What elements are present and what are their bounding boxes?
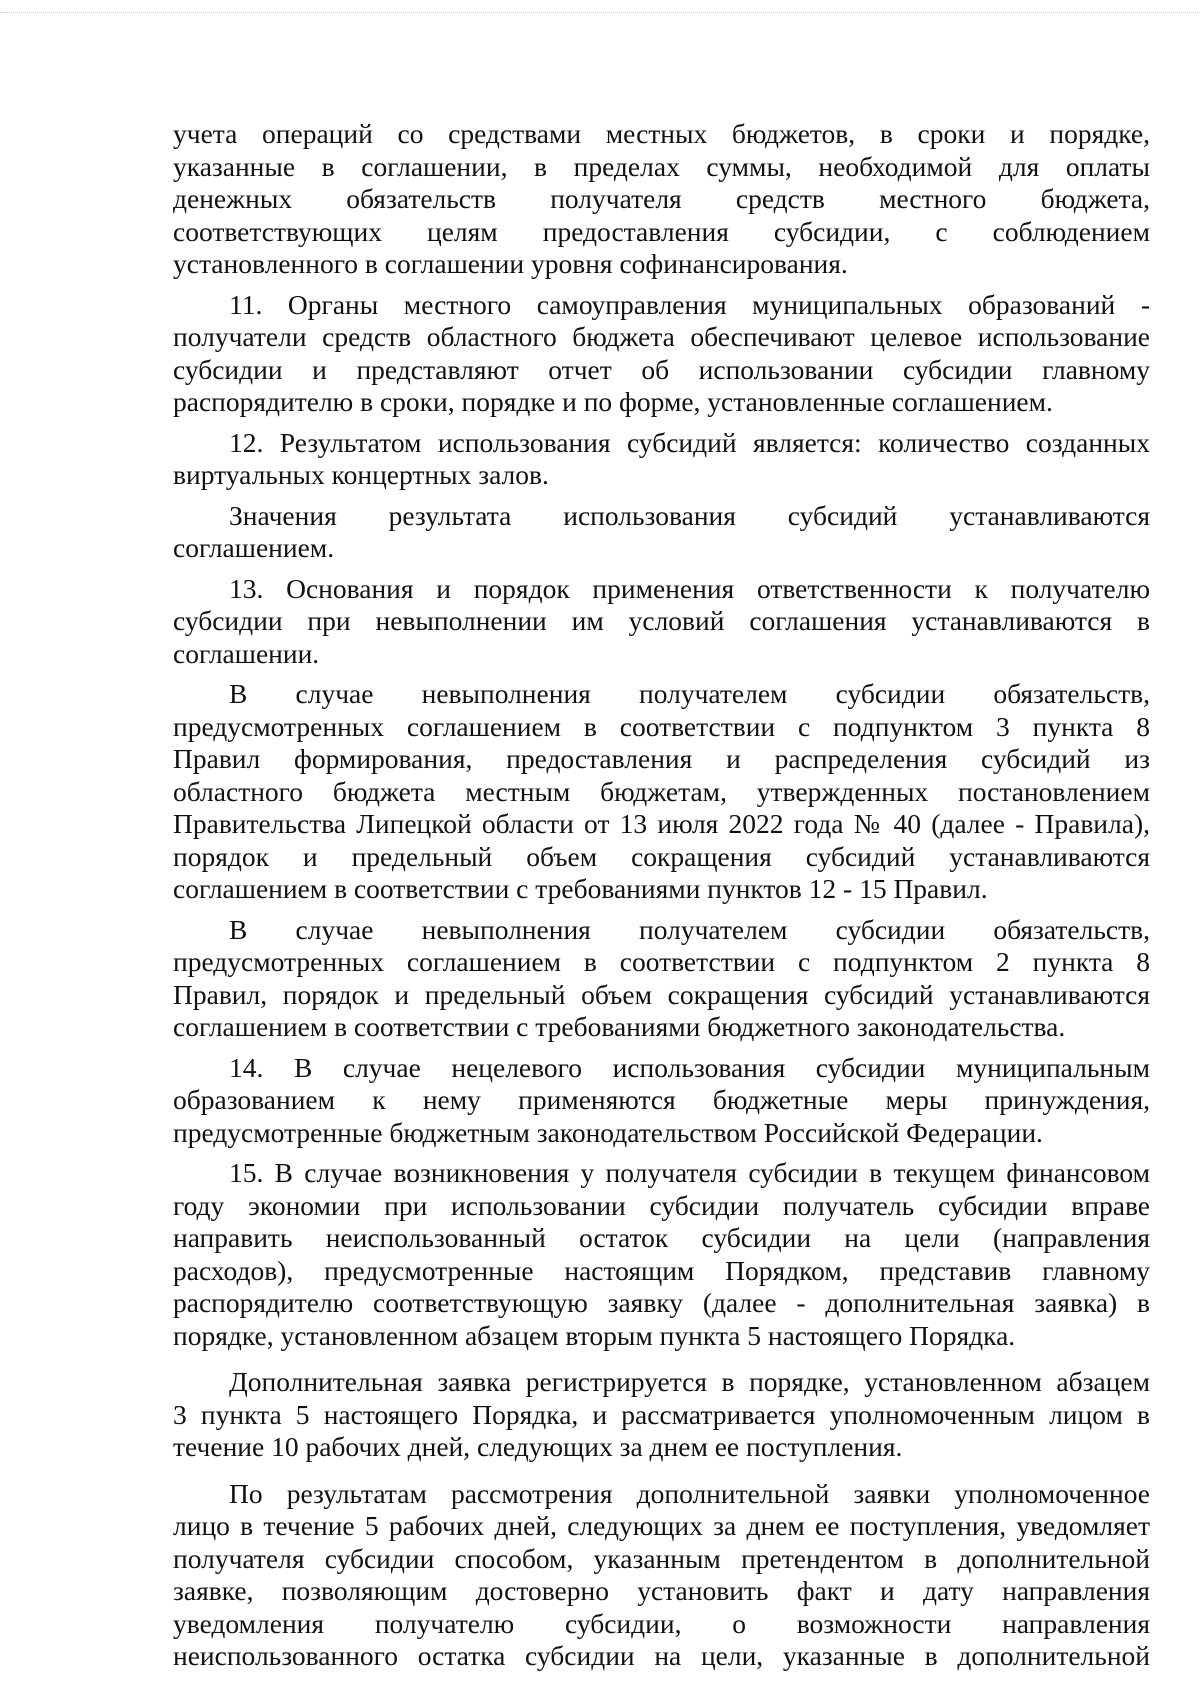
document-body xyxy=(173,118,1150,1673)
text-line: По результатам рассмотрения дополнительной заявки уполномоченное xyxy=(229,1477,1150,1509)
text-line: 12. Результатом использования субсидий является: количество созданных xyxy=(229,426,1150,458)
text-line: соглашением в соответствии с требованиями бюджетного законодательства. xyxy=(173,1011,1066,1042)
paragraph-additional-request xyxy=(173,1366,1150,1464)
text-line: В случае невыполнения получателем субсидии обязательств, xyxy=(229,678,1150,709)
text-line: получатели средств областного бюджета обеспечивают целевое использование xyxy=(173,321,1150,352)
text-line: распорядителю соответствующую заявку (далее - дополнительная заявка) в xyxy=(173,1287,1150,1318)
text-line: Правил, порядок и предельный объем сокращения субсидий устанавливаются xyxy=(173,978,1150,1010)
text-line: виртуальных концертных залов. xyxy=(173,459,549,490)
paragraph-item-15 xyxy=(173,1157,1150,1352)
scan-edge-line xyxy=(0,12,1200,13)
text-line: соглашением. xyxy=(173,532,335,563)
text-line: 13. Основания и порядок применения ответственности к получателю xyxy=(229,572,1150,604)
text-line: Дополнительная заявка регистрируется в порядке, установленном абзацем xyxy=(229,1366,1150,1397)
text-line: неиспользованного остатка субсидии на цели, указанные в дополнительной xyxy=(173,1640,1150,1671)
text-line: областного бюджета местным бюджетам, утвержденных постановлением xyxy=(173,775,1150,807)
text-line: указанные в соглашении, в пределах суммы, необходимой для оплаты xyxy=(173,150,1150,182)
text-line: денежных обязательств получателя средств местного бюджета, xyxy=(173,183,1150,214)
text-line: предусмотренных соглашением в соответствии с подпунктом 3 пункта 8 xyxy=(173,710,1150,742)
text-line: учета операций со средствами местных бюджетов, в сроки и порядке, xyxy=(173,118,1150,149)
paragraph-item-11 xyxy=(173,289,1150,419)
text-line: заявке, позволяющим достоверно установить факт и дату направления xyxy=(173,1575,1150,1606)
paragraph-review-results xyxy=(173,1478,1150,1673)
text-line: установленного в соглашении уровня софинансирования. xyxy=(173,248,848,279)
paragraph-item-13 xyxy=(173,573,1150,671)
text-line: соглашении. xyxy=(173,637,320,669)
text-line: соглашением в соответствии с требованиями пунктов 12 - 15 Правил. xyxy=(173,873,988,904)
text-line: предусмотренные бюджетным законодательством Российской Федерации. xyxy=(173,1116,1043,1148)
text-line: субсидии при невыполнении им условий соглашения устанавливаются в xyxy=(173,605,1150,636)
text-line: 11. Органы местного самоуправления муниципальных образований - xyxy=(229,288,1150,320)
text-line: порядок и предельный объем сокращения субсидий устанавливаются xyxy=(173,840,1150,872)
paragraph-nonfulfillment-3 xyxy=(173,678,1150,906)
text-line: Правил формирования, предоставления и распределения субсидий из xyxy=(173,743,1150,774)
text-line: предусмотренных соглашением в соответствии с подпунктом 2 пункта 8 xyxy=(173,946,1150,977)
text-line: Правительства Липецкой области от 13 июля 2022 года № 40 (далее - Правила), xyxy=(173,808,1150,839)
text-line: направить неиспользованный остаток субсидии на цели (направления xyxy=(173,1222,1150,1253)
text-line: году экономии при использовании субсидии получатель субсидии вправе xyxy=(173,1189,1150,1221)
text-line: лицо в течение 5 рабочих дней, следующих за днем ее поступления, уведомляет xyxy=(173,1510,1150,1541)
text-line: Значения результата использования субсидий устанавливаются xyxy=(229,499,1150,531)
text-line: распорядителю в сроки, порядке и по форме, установленные соглашением. xyxy=(173,386,1053,417)
text-line: субсидии и представляют отчет об использовании субсидии главному xyxy=(173,353,1150,385)
text-line: порядке, установленном абзацем вторым пункта 5 настоящего Порядка. xyxy=(173,1319,1016,1351)
text-line: получателя субсидии способом, указанным претендентом в дополнительной xyxy=(173,1542,1150,1574)
text-line: 14. В случае нецелевого использования субсидии муниципальным xyxy=(229,1051,1150,1083)
paragraph-item-12 xyxy=(173,427,1150,492)
text-line: 15. В случае возникновения у получателя субсидии в текущем финансовом xyxy=(229,1157,1150,1188)
text-line: соответствующих целям предоставления субсидии, с соблюдением xyxy=(173,215,1150,247)
paragraph-continuation xyxy=(173,118,1150,281)
text-line: течение 10 рабочих дней, следующих за днем ее поступления. xyxy=(173,1431,903,1462)
paragraph-item-14 xyxy=(173,1052,1150,1150)
paragraph-nonfulfillment-2 xyxy=(173,914,1150,1044)
text-line: В случае невыполнения получателем субсидии обязательств, xyxy=(229,913,1150,945)
paragraph-result-values xyxy=(173,500,1150,565)
text-line: расходов), предусмотренные настоящим Порядком, представив главному xyxy=(173,1254,1150,1286)
text-line: уведомления получателю субсидии, о возможности направления xyxy=(173,1607,1150,1639)
text-line: 3 пункта 5 настоящего Порядка, и рассматривается уполномоченным лицом в xyxy=(173,1398,1150,1430)
text-line: образованием к нему применяются бюджетные меры принуждения, xyxy=(173,1084,1150,1115)
